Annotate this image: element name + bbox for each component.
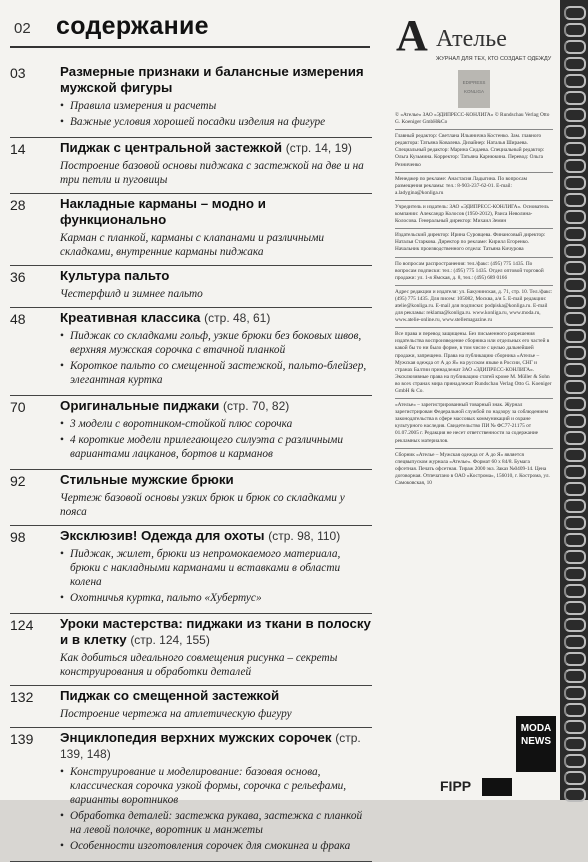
spiral-ring (564, 244, 586, 258)
imprint-paragraph: «Ателье» – зарегистрированный товарный знак. Журнал зарегистрирован Федеральной службой по надзору за соблюдением законодательства в сфере массовых коммуникаций и охране культурного наследия. Свидетельство ПИ № ФС77-21175 от 01.07.2005 г. Редакция не несет ответственности за содержание рекламных материалов. (395, 402, 548, 444)
spiral-ring (564, 686, 586, 700)
toc-entry (10, 266, 372, 308)
toc-description: Карман с планкой, карманы с клапанами и различными складками, внутренние карманы пиджака (60, 232, 325, 258)
toc-page-range: (стр. 48, 61) (204, 311, 271, 325)
logo-name: Ателье (436, 26, 507, 52)
toc-bullet-item: • Конструирование и моделирование: базовая основа, классическая сорочка узкой формы, сорочка с рельефами, варианты воротников (60, 765, 372, 807)
toc-title (60, 310, 372, 326)
publisher-badge (458, 70, 490, 108)
toc-title-text: Уроки мастерства: пиджаки из ткани в полоску и в клетку (60, 616, 371, 647)
spiral-ring (564, 465, 586, 479)
toc-page-number: 139 (10, 731, 34, 747)
toc-page-range: (стр. 98, 110) (268, 529, 341, 543)
spiral-ring (564, 703, 586, 717)
toc-bullet-item: • Особенности изготовления сорочек для смокинга и фрака (60, 839, 372, 853)
imprint-paragraph: © «Ателье» ЗАО «ЭДИПРЕСС-КОНЛИГА» © Rundschau Verlag Otto G. Koeniger GmbH&Co (395, 112, 550, 126)
spiral-ring (564, 210, 586, 224)
header-divider (10, 46, 370, 48)
toc-page-range: (стр. 14, 19) (285, 141, 352, 155)
imprint-paragraph: Издательский директор: Ирина Суровцева. Финансовый директор: Наталья Старкова. Директор по рекламе: Кирилл Егоренко. Начальник производственного отдела: Татьяна Кичурова (395, 232, 546, 253)
spiral-ring (564, 312, 586, 326)
spiral-ring (564, 516, 586, 530)
toc-bullet-item: • Пиджак, жилет, брюки из непромокаемого материала, брюки с накладными карманами и вставками в области колена (60, 547, 372, 589)
toc-title (60, 398, 372, 414)
toc-title-text: Культура пальто (60, 268, 170, 283)
toc-title-text: Энциклопедия верхних мужских сорочек (60, 730, 332, 745)
spiral-ring (564, 448, 586, 462)
spiral-ring (564, 278, 586, 292)
spiral-ring (564, 261, 586, 275)
imprint-paragraph: Главный редактор: Светлана Ильинична Костенко. Зам. главного редактора: Татьяна Ковалева. Дизайнер: Наталья Шираева. Специальный редактор: Марина Сидаева. Специальный редактор: Ольга Кузьмина. Корректор: Татьяна Карнюкина. Перевод: Ольга Резниченко (395, 133, 545, 168)
imprint-paragraph: Менеджер по рекламе: Анастасия Ладыгина. По вопросам размещения рекламы: тел.: 8-903-237-62-01. E-mail: a.ladygina@konliga.ru (395, 175, 527, 196)
imprint-divider (395, 228, 553, 229)
toc-title (60, 616, 372, 648)
spiral-ring (564, 6, 586, 20)
toc-bullet-item: • Короткое пальто со смещенной застежкой, пальто-блейзер, элегантная куртка (60, 359, 372, 387)
toc-title-text: Креативная классика (60, 310, 201, 325)
spiral-ring (564, 23, 586, 37)
spiral-ring (564, 754, 586, 768)
spiral-ring (564, 414, 586, 428)
toc-entry (10, 138, 372, 194)
toc-title-text: Пиджак со смещенной застежкой (60, 688, 280, 703)
table-of-contents (10, 62, 372, 862)
toc-bullet-item: • Правила измерения и расчеты (60, 99, 372, 113)
toc-entry (10, 526, 372, 614)
toc-bullet-item: • Охотничья куртка, пальто «Хубертус» (60, 591, 372, 605)
spiral-ring (564, 635, 586, 649)
spiral-binding (560, 0, 588, 800)
toc-page-number: 98 (10, 529, 26, 545)
spiral-ring (564, 601, 586, 615)
spiral-ring (564, 40, 586, 54)
toc-entry (10, 728, 372, 862)
toc-title (60, 528, 372, 544)
toc-page-number: 03 (10, 65, 26, 81)
imprint-divider (395, 257, 553, 258)
toc-entry (10, 62, 372, 138)
toc-description: Чертеж базовой основы узких брюк и брюк со складками у пояса (60, 492, 345, 518)
spiral-ring (564, 431, 586, 445)
toc-bullet-item: • 3 модели с воротником-стойкой плюс сорочка (60, 417, 372, 431)
toc-title (60, 472, 372, 488)
toc-title (60, 268, 372, 284)
toc-entry (10, 396, 372, 470)
toc-title-text: Накладные карманы – модно и функционально (60, 196, 266, 227)
fipp-logo: FIPP (440, 778, 472, 794)
spiral-ring (564, 142, 586, 156)
spiral-ring (564, 74, 586, 88)
toc-bullet-list (60, 765, 372, 853)
spiral-ring (564, 91, 586, 105)
imprint-divider (395, 285, 553, 286)
spiral-ring (564, 567, 586, 581)
toc-bullet-list (60, 417, 372, 461)
spiral-ring (564, 227, 586, 241)
toc-title (60, 688, 372, 704)
spiral-ring (564, 533, 586, 547)
spiral-ring (564, 669, 586, 683)
atelie-logo (386, 12, 552, 72)
toc-description: Построение базовой основы пиджака с застежкой на две и на три петли и пуговицы (60, 160, 364, 186)
moda-news-line-1: MODA (520, 723, 552, 734)
toc-page-range: (стр. 70, 82) (223, 399, 290, 413)
imprint-paragraph: Все права и перевод защищены. Без письменного разрешения издательства воспроизведение сборника или отдельных его частей в какой бы то ни было форме, в том числе с целью дальнейшей продажи, запрещено. Права на публикацию сборника «Ателье – Мужская одежда от А до Я» на русском языке в России, СНГ и странах Балтии принадлежат ЗАО «ЭДИПРЕСС-КОНЛИГА». Эксклюзивные права на публикацию статей кроме M. Müller & Sohn во всех странах мира принадлежат Rundschau Verlag Otto G. Koeniger GmbH & Co. (395, 331, 552, 394)
toc-bullet-list (60, 329, 372, 387)
toc-entry (10, 194, 372, 266)
toc-page-number: 14 (10, 141, 26, 157)
spiral-ring (564, 57, 586, 71)
toc-title-text: Пиджак с центральной застежкой (60, 140, 283, 155)
toc-page-number: 28 (10, 197, 26, 213)
imprint-divider (395, 200, 553, 201)
toc-page-range: (стр. 139, 148) (60, 731, 361, 761)
spiral-ring (564, 108, 586, 122)
toc-page-number: 48 (10, 311, 26, 327)
imprint-divider (395, 327, 553, 328)
logo-mark: А (396, 11, 428, 60)
toc-entry (10, 686, 372, 728)
toc-description: Честерфилд и зимнее пальто (60, 288, 203, 300)
toc-page-number: 132 (10, 689, 34, 705)
spiral-ring (564, 584, 586, 598)
spiral-ring (564, 193, 586, 207)
moda-news-logo (516, 716, 556, 772)
toc-page-range: (стр. 124, 155) (130, 633, 210, 647)
badge-line-2: KONLIGA (463, 89, 484, 94)
spiral-ring (564, 125, 586, 139)
toc-description: Построение чертежа на атлетическую фигуру (60, 708, 292, 720)
toc-page-number: 124 (10, 617, 34, 633)
toc-page-number: 70 (10, 399, 26, 415)
spiral-ring (564, 397, 586, 411)
masthead (386, 12, 552, 72)
imprint-divider (395, 172, 553, 173)
toc-title (60, 140, 372, 156)
page-number: 02 (14, 20, 31, 37)
spiral-ring (564, 550, 586, 564)
toc-bullet-item: • Пиджак со складками гольф, узкие брюки без боковых швов, верхняя мужская сорочка с втачной планкой (60, 329, 372, 357)
spiral-ring (564, 499, 586, 513)
toc-description: Как добиться идеального совмещения рисунка – секреты конструирования и обработки деталей (60, 652, 338, 678)
toc-title (60, 730, 372, 762)
spiral-ring (564, 380, 586, 394)
spiral-ring (564, 771, 586, 785)
toc-bullet-item: • Обработка деталей: застежка рукава, застежка с планкой на левой полочке, воротник и манжеты (60, 809, 372, 837)
toc-bullet-list (60, 547, 372, 605)
toc-page-number: 92 (10, 473, 26, 489)
imprint-divider (395, 398, 553, 399)
spiral-ring (564, 346, 586, 360)
logo-tagline: ЖУРНАЛ ДЛЯ ТЕХ, КТО СОЗДАЕТ ОДЕЖДУ (436, 56, 552, 62)
page-title: содержание (56, 12, 209, 40)
toc-bullet-item: • Важные условия хорошей посадки изделия на фигуре (60, 115, 372, 129)
moda-news-line-2: NEWS (521, 736, 551, 747)
imprint-paragraph: Адрес редакции и издателя: ул. Бакунинская, д. 71, стр. 10. Тел./факс: (495) 775 1435. Для писем: 105082, Москва, а/я 5. E-mail редакции: atelie@konliga.ru. E-mail для подписки: podpiska@konliga.ru. E-mail для рекламы: reklama@konliga.ru. www.konliga.ru, www.moda.ru, www.atelie-online.ru, www.stellemagazine.ru (395, 288, 553, 324)
toc-title-text: Стильные мужские брюки (60, 472, 234, 487)
toc-title-text: Эксклюзив! Одежда для охоты (60, 528, 265, 543)
toc-bullet-list (60, 99, 372, 129)
toc-entry (10, 614, 372, 686)
imprint-paragraph: Учредитель и издатель: ЗАО «ЭДИПРЕСС-КОНЛИГА». Основатель компании: Александр Колосов (1950-2012), Раиса Неволина-Колосова. Генеральный директор: Михаил Земин (395, 203, 549, 225)
toc-page-number: 36 (10, 269, 26, 285)
spiral-ring (564, 329, 586, 343)
toc-entry (10, 308, 372, 396)
spiral-ring (564, 176, 586, 190)
spiral-ring (564, 295, 586, 309)
badge-line-1: EDIPRESS (462, 80, 486, 85)
spiral-ring (564, 363, 586, 377)
spiral-ring (564, 482, 586, 496)
spiral-ring (564, 720, 586, 734)
toc-bullet-item: • 4 короткие модели прилегающего силуэта с различными вариантами лацканов, бортов и карманов (60, 433, 372, 461)
spiral-ring (564, 618, 586, 632)
spiral-ring (564, 737, 586, 751)
imprint-divider (395, 448, 553, 449)
toc-title-text: Оригинальные пиджаки (60, 398, 220, 413)
imprint-paragraph: По вопросам распространения: тел./факс: (495) 775 1435. По вопросам подписки: тел.: (495) 775 1435. Отдел оптовой торговой продажи: ул. 1-я Ямская, д. 8, тел.: (495) 689 0166 (395, 260, 544, 281)
imprint-paragraph: Сборник «Ателье – Мужская одежда от А до Я» является спецвыпуском журнала «Ателье». Формат 60 х 84/8. Бумага офсетная. Печать офсетная. Тираж 2000 экз. Заказ №0409-14. Цена договорная. Отпечатано в ОАО «Кострома», 156010, г. Кострома, ул. Самоковская, 10 (395, 451, 550, 487)
spiral-ring (564, 159, 586, 173)
toc-title-text: Размерные признаки и балансные измерения мужской фигуры (60, 64, 364, 95)
black-logo (482, 778, 512, 796)
imprint-block (395, 112, 553, 490)
toc-entry (10, 470, 372, 526)
spiral-ring (564, 652, 586, 666)
toc-title (60, 64, 372, 96)
imprint-divider (395, 129, 553, 130)
toc-title (60, 196, 372, 228)
